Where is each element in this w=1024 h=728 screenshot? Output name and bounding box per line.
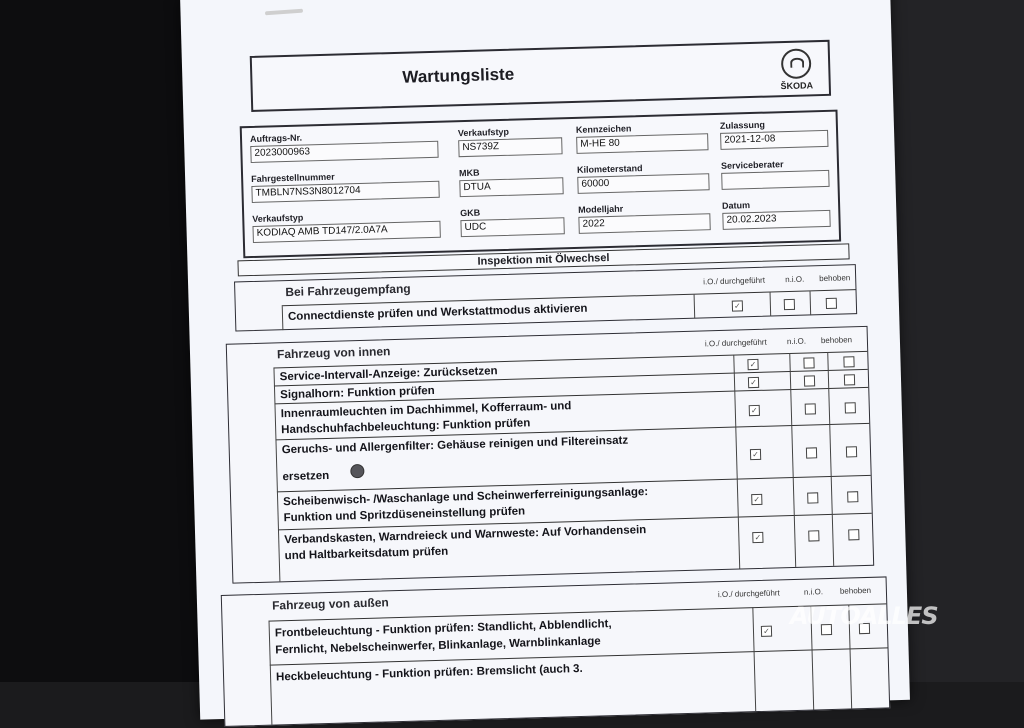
checkbox-io[interactable]: ✓ bbox=[748, 377, 759, 388]
datum-label: Datum bbox=[721, 200, 751, 211]
row-text: und Haltbarkeitsdatum prüfen bbox=[284, 545, 449, 563]
verkaufstyp-label: Verkaufstyp bbox=[457, 126, 510, 139]
kennzeichen-field: M-HE 80 bbox=[576, 133, 708, 154]
col-io: i.O./ durchgeführt bbox=[717, 588, 780, 600]
checkbox-nio[interactable] bbox=[807, 492, 818, 503]
section-title: Fahrzeug von innen bbox=[276, 344, 391, 362]
checkbox-behoben[interactable] bbox=[844, 374, 855, 385]
col-behoben: behoben bbox=[820, 335, 853, 346]
row-text: Heckbeleuchtung - Funktion prüfen: Bremslicht (auch 3. bbox=[275, 662, 583, 684]
row-text: ersetzen bbox=[282, 469, 330, 484]
km-field: 60000 bbox=[577, 173, 709, 194]
checkbox-nio[interactable] bbox=[803, 357, 814, 368]
verkaufstyp2-label: Verkaufstyp bbox=[252, 212, 304, 224]
gkb-field: UDC bbox=[460, 217, 564, 237]
row-divider bbox=[282, 306, 284, 330]
col-nio: n.i.O. bbox=[803, 587, 824, 597]
checkbox-io[interactable]: ✓ bbox=[750, 449, 761, 460]
section-title: Fahrzeug von außen bbox=[271, 595, 389, 613]
checkbox-nio[interactable] bbox=[784, 299, 795, 310]
checkbox-io[interactable]: ✓ bbox=[751, 494, 762, 505]
row-text: Funktion und Spritzdüseneinstellung prüfen bbox=[283, 505, 526, 525]
auftrag-label: Auftrags-Nr. bbox=[249, 132, 303, 145]
section-bei-fahrzeugempfang bbox=[234, 264, 857, 331]
sheet-title: Wartungsliste bbox=[402, 64, 515, 87]
zulassung-field: 2021-12-08 bbox=[720, 130, 828, 150]
checkbox-behoben[interactable] bbox=[848, 529, 859, 540]
mkb-label: MKB bbox=[458, 167, 480, 179]
checkbox-nio[interactable] bbox=[804, 375, 815, 386]
col-divider bbox=[810, 291, 812, 315]
checkbox-nio[interactable] bbox=[806, 447, 817, 458]
checkbox-nio[interactable] bbox=[808, 530, 819, 541]
fgn-field: TMBLN7NS3N8012704 bbox=[251, 181, 439, 203]
fgn-label: Fahrgestellnummer bbox=[251, 171, 335, 184]
checkbox-behoben[interactable] bbox=[845, 402, 856, 413]
section-fahrzeug-von-innen bbox=[226, 326, 874, 584]
row-text: Verbandskasten, Warndreieck und Warnweste: Auf Vorhandensein bbox=[284, 524, 647, 547]
inspection-title: Inspektion mit Ölwechsel bbox=[237, 243, 849, 276]
mkb-field: DTUA bbox=[459, 177, 563, 197]
verkaufstyp2-field: KODIAQ AMB TD147/2.0A7A bbox=[252, 221, 440, 243]
kennzeichen-label: Kennzeichen bbox=[575, 123, 632, 135]
row-text: Signalhorn: Funktion prüfen bbox=[280, 384, 435, 402]
section-title: Bei Fahrzeugempfang bbox=[285, 281, 411, 300]
checkbox-io[interactable]: ✓ bbox=[732, 300, 743, 311]
auftrag-field: 2023000963 bbox=[250, 141, 438, 163]
modelljahr-label: Modelljahr bbox=[578, 203, 624, 215]
watermark-logo: AUTOALLES bbox=[790, 602, 938, 630]
row-text: Frontbeleuchtung - Funktion prüfen: Standlicht, Abblendlicht, bbox=[274, 618, 612, 640]
checkbox-behoben[interactable] bbox=[826, 298, 837, 309]
serviceberater-field bbox=[721, 170, 829, 190]
col-io: i.O./ durchgeführt bbox=[703, 275, 766, 287]
col-divider bbox=[694, 295, 696, 319]
modelljahr-field: 2022 bbox=[578, 213, 710, 234]
punch-hole bbox=[350, 464, 364, 478]
row-text: Service-Intervall-Anzeige: Zurücksetzen bbox=[279, 365, 498, 384]
datum-field: 20.02.2023 bbox=[722, 210, 830, 230]
checkbox-io[interactable]: ✓ bbox=[752, 532, 763, 543]
col-io: i.O./ durchgeführt bbox=[704, 337, 767, 349]
header-box bbox=[250, 40, 831, 112]
row-text: Connectdienste prüfen und Werkstattmodus aktivieren bbox=[287, 302, 588, 324]
checkbox-behoben[interactable] bbox=[843, 356, 854, 367]
checkbox-behoben[interactable] bbox=[847, 491, 858, 502]
row-text: Geruchs- und Allergenfilter: Gehäuse reinigen und Filtereinsatz bbox=[281, 434, 629, 457]
checkbox-io[interactable]: ✓ bbox=[747, 359, 758, 370]
row-text: Scheibenwisch- /Waschanlage und Scheinwerferreinigungsanlage: bbox=[283, 486, 649, 509]
row-text: Fernlicht, Nebelscheinwerfer, Blinkanlage, Warnblinkanlage bbox=[275, 635, 601, 657]
skoda-logo bbox=[774, 48, 819, 91]
checkbox-behoben[interactable] bbox=[846, 446, 857, 457]
col-behoben: behoben bbox=[819, 273, 851, 284]
serviceberater-label: Serviceberater bbox=[720, 159, 784, 171]
col-nio: n.i.O. bbox=[786, 336, 807, 347]
col-nio: n.i.O. bbox=[785, 274, 805, 285]
brand-name: ŠKODA bbox=[780, 80, 814, 92]
gkb-label: GKB bbox=[460, 207, 481, 219]
zulassung-label: Zulassung bbox=[719, 119, 766, 131]
section-fahrzeug-von-aussen bbox=[221, 576, 890, 727]
row-text: Handschuhfachbeleuchtung: Funktion prüfen bbox=[281, 417, 531, 437]
col-behoben: behoben bbox=[839, 585, 872, 596]
checkbox-nio[interactable] bbox=[805, 403, 816, 414]
row-text: Innenraumleuchten im Dachhimmel, Kofferraum- und bbox=[280, 400, 572, 421]
col-divider bbox=[770, 293, 772, 317]
order-details bbox=[240, 110, 841, 259]
checkbox-io[interactable]: ✓ bbox=[749, 405, 760, 416]
checkbox-io[interactable]: ✓ bbox=[761, 626, 772, 637]
verkaufstyp-field: NS739Z bbox=[458, 137, 562, 157]
skoda-logo-icon bbox=[781, 48, 812, 79]
km-label: Kilometerstand bbox=[576, 163, 643, 175]
